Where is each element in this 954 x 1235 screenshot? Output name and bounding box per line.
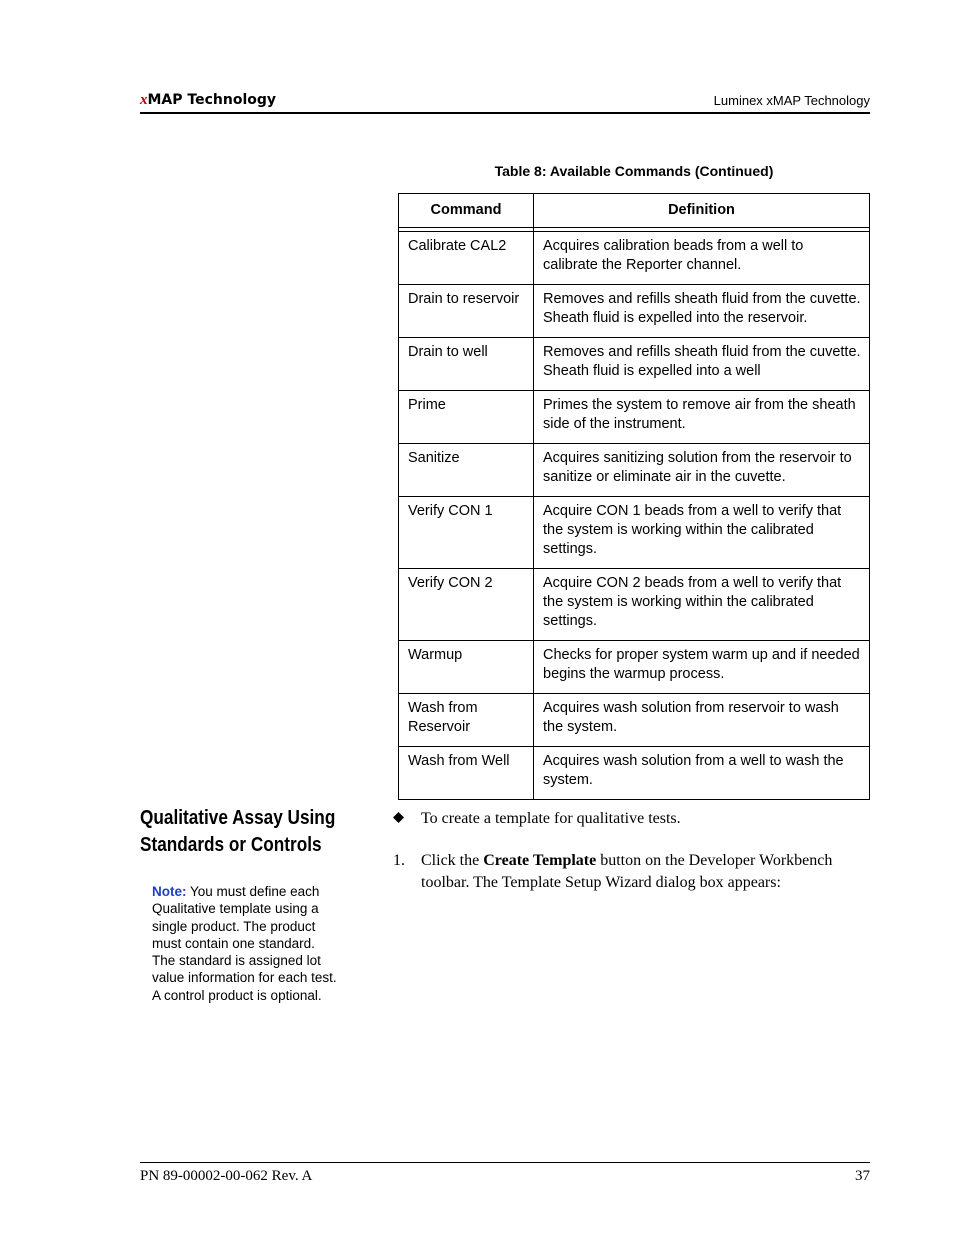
table-row (399, 285, 870, 338)
table-row (399, 338, 870, 391)
section-title (140, 805, 346, 859)
table-row (399, 747, 870, 800)
column-header-definition: Definition (534, 194, 870, 228)
command-cell: Warmup (399, 641, 534, 694)
table-body (399, 228, 870, 800)
definition-cell: Acquire CON 1 beads from a well to verify that the system is working within the calibrated settings. (534, 497, 870, 569)
header-brand-prefix: x (140, 92, 148, 108)
table-row (399, 444, 870, 497)
definition-cell: Checks for proper system warm up and if needed begins the warmup process. (534, 641, 870, 694)
command-cell: Drain to well (399, 338, 534, 391)
table-row (399, 391, 870, 444)
commands-table (398, 193, 870, 800)
table-row (399, 497, 870, 569)
note-text: You must define each Qualitative template using a single product. The product must contain one standard. The standard is assigned lot value information for each test. A control product is optional. (152, 884, 337, 1003)
step-text-after: button on the Developer Workbench toolbar. The Template Setup Wizard dialog box appears: (421, 852, 833, 891)
note-label: Note: (152, 884, 187, 899)
create-template-term: Create Template (483, 852, 597, 869)
side-note (152, 883, 337, 1004)
footer-part-number: PN 89-00002-00-062 Rev. A (140, 1168, 313, 1184)
table-row (399, 232, 870, 285)
header-brand (140, 92, 276, 109)
command-cell: Drain to reservoir (399, 285, 534, 338)
definition-cell: Removes and refills sheath fluid from the cuvette. Sheath fluid is expelled into the reservoir. (534, 285, 870, 338)
command-cell: Verify CON 1 (399, 497, 534, 569)
step-text (421, 850, 871, 894)
table-header-row (399, 194, 870, 228)
definition-cell: Removes and refills sheath fluid from the cuvette. Sheath fluid is expelled into a well (534, 338, 870, 391)
command-cell: Wash from Reservoir (399, 694, 534, 747)
section-title-line-1: Qualitative Assay Using (140, 807, 336, 829)
definition-cell: Acquires wash solution from a well to wash the system. (534, 747, 870, 800)
table-row (399, 641, 870, 694)
diamond-bullet-icon (393, 812, 404, 823)
section-title-line-2: Standards or Controls (140, 834, 322, 856)
table-row (399, 569, 870, 641)
bullet-text: To create a template for qualitative tests. (421, 810, 681, 827)
table-caption: Table 8: Available Commands (Continued) (494, 163, 774, 179)
column-header-command: Command (399, 194, 534, 228)
command-cell: Sanitize (399, 444, 534, 497)
definition-cell: Acquires sanitizing solution from the reservoir to sanitize or eliminate air in the cuvette. (534, 444, 870, 497)
table-row (399, 694, 870, 747)
page-header (140, 88, 870, 114)
definition-cell: Acquire CON 2 beads from a well to verify that the system is working within the calibrated settings. (534, 569, 870, 641)
definition-cell: Primes the system to remove air from the sheath side of the instrument. (534, 391, 870, 444)
header-right-title: Luminex xMAP Technology (713, 93, 870, 108)
footer-page-number: 37 (855, 1168, 870, 1184)
page-footer (140, 1162, 870, 1184)
definition-cell: Acquires wash solution from reservoir to wash the system. (534, 694, 870, 747)
definition-cell: Acquires calibration beads from a well to calibrate the Reporter channel. (534, 232, 870, 285)
command-cell: Verify CON 2 (399, 569, 534, 641)
command-cell: Wash from Well (399, 747, 534, 800)
command-cell: Prime (399, 391, 534, 444)
header-brand-rest: MAP Technology (147, 92, 277, 108)
step-text-before: Click the (421, 852, 484, 869)
step-number: 1. (393, 852, 405, 869)
command-cell: Calibrate CAL2 (399, 232, 534, 285)
